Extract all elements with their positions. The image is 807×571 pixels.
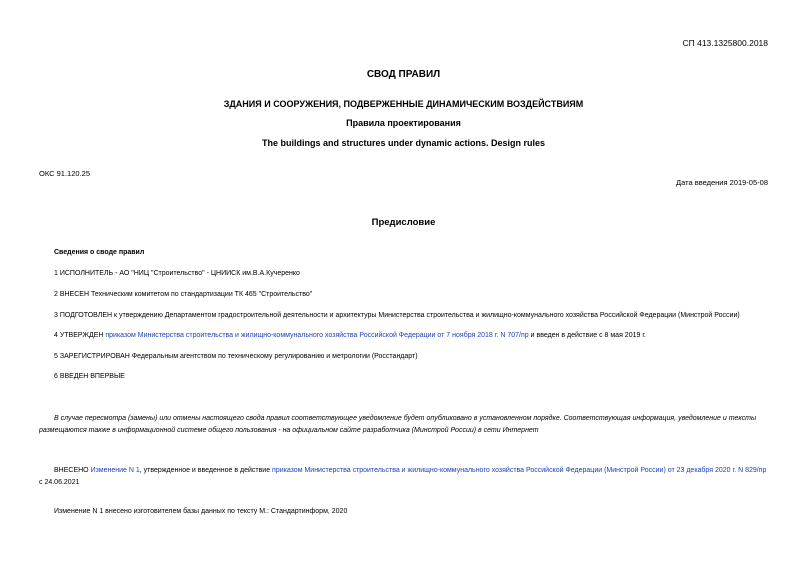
- amendment-suffix: с 24.06.2021: [39, 479, 80, 486]
- item-executor: 1 ИСПОЛНИТЕЛЬ - АО "НИЦ "Строительство" - ЦНИИСК им.В.А.Кучеренко: [54, 270, 300, 277]
- preface-heading: Предисловие: [371, 217, 436, 228]
- amendment-note: Изменение N 1 внесено изготовителем базы данных по тексту М.: Стандартинформ, 2020: [54, 508, 348, 515]
- item-approved-prefix: 4 УТВЕРЖДЕН: [54, 332, 106, 339]
- document-type-title: СВОД ПРАВИЛ: [366, 69, 441, 80]
- amendment-middle: , утвержденное и введенное в действие: [139, 467, 273, 474]
- item-registered: 5 ЗАРЕГИСТРИРОВАН Федеральным агентством по техническому регулированию и метрологии (Росстандарт): [54, 353, 418, 360]
- item-submitted: 2 ВНЕСЕН Техническим комитетом по стандартизации ТК 465 "Строительство": [54, 291, 313, 298]
- item-approved: [54, 332, 646, 339]
- notice-paragraph: В случае пересмотра (замены) или отмены настоящего свода правил соответствующее уведомление будет опубликовано в установленном порядке. Соответствующая информация, уведомление и тексты размещаются также в информационной системе общего пользования - на официальном сайте разработчика (Минстрой России) в сети Интернет: [39, 415, 757, 434]
- approval-order-link[interactable]: приказом Министерства строительства и жилищно-коммунального хозяйства Российской Федерации от 7 ноября 2018 г. N 707/пр: [105, 332, 529, 339]
- english-title: The buildings and structures under dynamic actions. Design rules: [261, 138, 546, 148]
- item-prepared: 3 ПОДГОТОВЛЕН к утверждению Департаментом градостроительной деятельности и архитектуры Министерства строительства и жилищно-коммунального хозяйства Российской Федерации (Минстрой России): [54, 312, 740, 319]
- document-subject-title: ЗДАНИЯ И СООРУЖЕНИЯ, ПОДВЕРЖЕННЫЕ ДИНАМИЧЕСКИМ ВОЗДЕЙСТВИЯМ: [223, 99, 584, 109]
- item-approved-suffix: и введен в действие с 8 мая 2019 г.: [528, 332, 646, 339]
- amendment-order-link[interactable]: приказом Министерства строительства и жилищно-коммунального хозяйства Российской Федерации (Минстрой России) от 23 декабря 2020 г. N 829/пр: [272, 467, 767, 474]
- document-subtitle: Правила проектирования: [346, 118, 461, 128]
- document-code: СП 413.1325800.2018: [682, 38, 768, 48]
- info-heading: Сведения о своде правил: [54, 249, 145, 256]
- oks-code: ОКС 91.120.25: [39, 169, 90, 178]
- item-first-introduced: 6 ВВЕДЕН ВПЕРВЫЕ: [54, 373, 125, 380]
- effective-date: Дата введения 2019-05-08: [676, 178, 768, 187]
- amendment-paragraph: [39, 465, 769, 489]
- amendment-link[interactable]: Изменение N 1: [90, 467, 140, 474]
- amendment-prefix: ВНЕСЕНО: [54, 467, 91, 474]
